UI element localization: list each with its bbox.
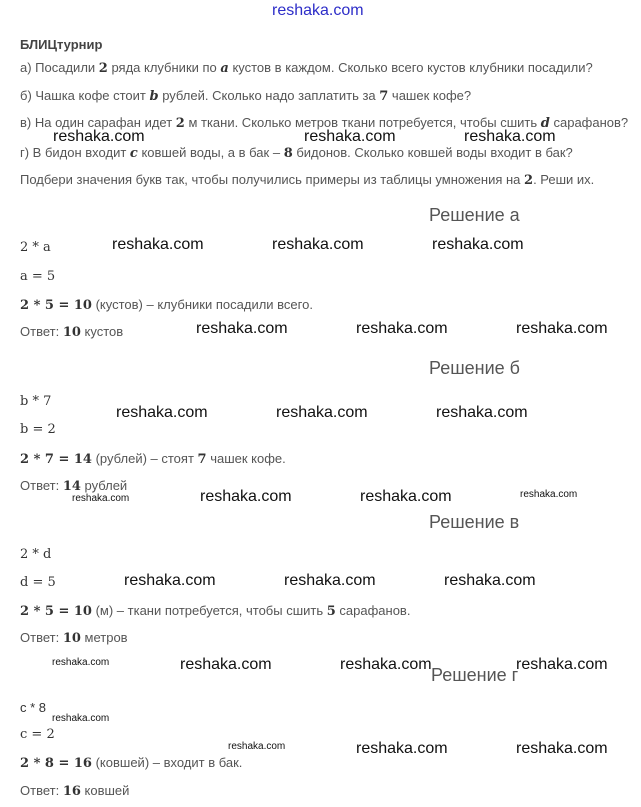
watermark: reshaka.com [72, 493, 130, 504]
site-header-link[interactable]: reshaka.com [272, 2, 364, 19]
solution-v-header: Решение в [429, 512, 520, 532]
watermark: reshaka.com [444, 572, 536, 589]
solution-v-value: d = 5 [20, 575, 56, 590]
task-b: б) Чашка кофе стоит b рублей. Сколько надо заплатить за 7 чашек кофе? [20, 88, 472, 104]
solution-v-answer: Ответ: 10 метров [20, 630, 128, 646]
watermark: reshaka.com [124, 572, 216, 589]
solution-a-answer: Ответ: 10 кустов [20, 324, 124, 340]
solution-v-expr: 2 * d [20, 547, 52, 562]
watermark: reshaka.com [464, 128, 556, 145]
watermark: reshaka.com [53, 128, 145, 145]
watermark: reshaka.com [180, 656, 272, 673]
watermark: reshaka.com [356, 740, 448, 757]
watermark: reshaka.com [276, 404, 368, 421]
watermark: reshaka.com [52, 713, 110, 724]
watermark: reshaka.com [196, 320, 288, 337]
solution-g-answer: Ответ: 16 ковшей [20, 783, 130, 799]
watermark: reshaka.com [436, 404, 528, 421]
solution-a-value: a = 5 [20, 269, 56, 284]
watermark: reshaka.com [304, 128, 396, 145]
watermark: reshaka.com [516, 656, 608, 673]
watermark: reshaka.com [228, 741, 286, 752]
task-instruction: Подбери значения букв так, чтобы получились примеры из таблицы умножения на 2. Реши их. [20, 172, 595, 188]
solution-a-expr: 2 * a [20, 240, 51, 255]
task-title: БЛИЦтурнир [20, 37, 103, 52]
watermark: reshaka.com [432, 236, 524, 253]
watermark: reshaka.com [516, 320, 608, 337]
watermark: reshaka.com [52, 657, 110, 668]
watermark: reshaka.com [284, 572, 376, 589]
solution-g-value: c = 2 [20, 727, 55, 742]
watermark: reshaka.com [200, 488, 292, 505]
solution-b-calc: 2 * 7 = 14 (рублей) – стоят 7 чашек кофе. [20, 451, 286, 467]
solution-b-header: Решение б [429, 358, 520, 378]
watermark: reshaka.com [520, 489, 578, 500]
solution-g-calc: 2 * 8 = 16 (ковшей) – входит в бак. [20, 755, 243, 771]
watermark: reshaka.com [272, 236, 364, 253]
watermark: reshaka.com [516, 740, 608, 757]
solution-b-answer: Ответ: 14 рублей [20, 478, 128, 494]
watermark: reshaka.com [112, 236, 204, 253]
task-a: а) Посадили 2 ряда клубники по a кустов в каждом. Сколько всего кустов клубники посадили? [20, 60, 593, 76]
solution-g-header: Решение г [431, 665, 519, 685]
solution-a-calc: 2 * 5 = 10 (кустов) – клубники посадили всего. [20, 297, 313, 313]
solution-v-calc: 2 * 5 = 10 (м) – ткани потребуется, чтобы сшить 5 сарафанов. [20, 603, 411, 619]
watermark: reshaka.com [356, 320, 448, 337]
task-c: в) На один сарафан идет 2 м ткани. Сколько метров ткани потребуется, чтобы сшить d сарафанов? [20, 115, 629, 131]
task-d: г) В бидон входит c ковшей воды, а в бак – 8 бидонов. Сколько ковшей воды входит в бак? [20, 145, 573, 161]
watermark: reshaka.com [360, 488, 452, 505]
watermark: reshaka.com [340, 656, 432, 673]
solution-b-value: b = 2 [20, 422, 56, 437]
solution-g-expr: c * 8 [20, 700, 47, 715]
watermark: reshaka.com [116, 404, 208, 421]
solution-a-header: Решение а [429, 205, 520, 225]
solution-b-expr: b * 7 [20, 394, 52, 409]
